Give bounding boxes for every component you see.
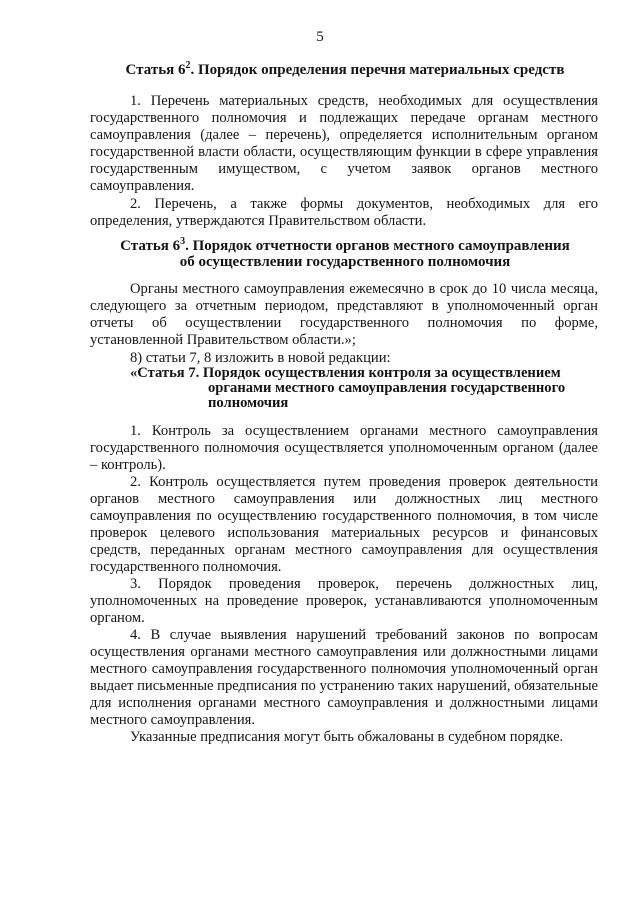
article-6-2-heading [90,62,600,78]
article-6-2-paragraph-2: 2. Перечень, а также формы документов, необходимых для его определения, утверждаются Правительством области. [90,196,598,230]
article-6-2-paragraph-1: 1. Перечень материальных средств, необходимых для осуществления государственного полномочия и подлежащих передаче органам местного самоуправления (далее – перечень), определяется исполнительным органом государственной власти области, осуществляющим функции в сфере управления государственным имуществом, с учетом заявок органов местного самоуправления. [90,93,598,195]
article-6-3-sup: 3 [180,236,186,247]
page-number: 5 [316,29,324,45]
article-6-2-title: . Порядок определения перечня материальных средств [190,62,565,78]
article-6-3-heading [90,238,600,270]
article-6-2-prefix: Статья 6 [125,62,186,78]
article-7-paragraph-1: 1. Контроль за осуществлением органами местного самоуправления государственного полномочия осуществляется уполномоченным органом (далее – контроль). [90,423,598,474]
article-6-3-title: . Порядок отчетности органов местного самоуправления [185,238,570,254]
article-7-paragraph-4: 4. В случае выявления нарушений требований законов по вопросам осуществления органами местного самоуправления или должностными лицами местного самоуправления государственного полномочия уполномоченный орган выдает письменные предписания по устранению таких нарушений, обязательные для исполнения органами местного самоуправления и должностными лицами местного самоуправления. [90,627,598,729]
article-7-paragraph-5: Указанные предписания могут быть обжалованы в судебном порядке. [130,729,564,745]
article-7-heading [130,366,600,411]
article-7-title-line-2: органами местного самоуправления государственного [208,380,566,396]
article-6-3-paragraph: Органы местного самоуправления ежемесячно в срок до 10 числа месяца, следующего за отчетным периодом, представляют в уполномоченный орган отчеты об осуществлении государственного полномочия по форме, установленной Правительством области.»; [90,281,598,349]
article-7-title-line-1: «Статья 7. Порядок осуществления контроля за осуществлением [130,365,561,381]
article-7-paragraph-3: 3. Порядок проведения проверок, перечень должностных лиц, уполномоченных на проведение проверок, устанавливаются уполномоченным органом. [90,576,598,627]
article-6-3-prefix: Статья 6 [120,238,181,254]
amendment-8: 8) статьи 7, 8 изложить в новой редакции: [130,350,391,366]
article-6-2-sup: 2 [185,60,191,71]
article-7-title-line-3: полномочия [208,395,289,411]
article-7-paragraph-2: 2. Контроль осуществляется путем проведения проверок деятельности органов местного самоуправления или должностных лиц местного самоуправления по осуществлению государственного полномочия, в том числе проверок целевого использования материальных ресурсов и финансовых средств, переданных органам местного самоуправления для осуществления государственного полномочия. [90,474,598,576]
article-6-3-title-line-2: об осуществлении государственного полномочия [179,254,511,270]
